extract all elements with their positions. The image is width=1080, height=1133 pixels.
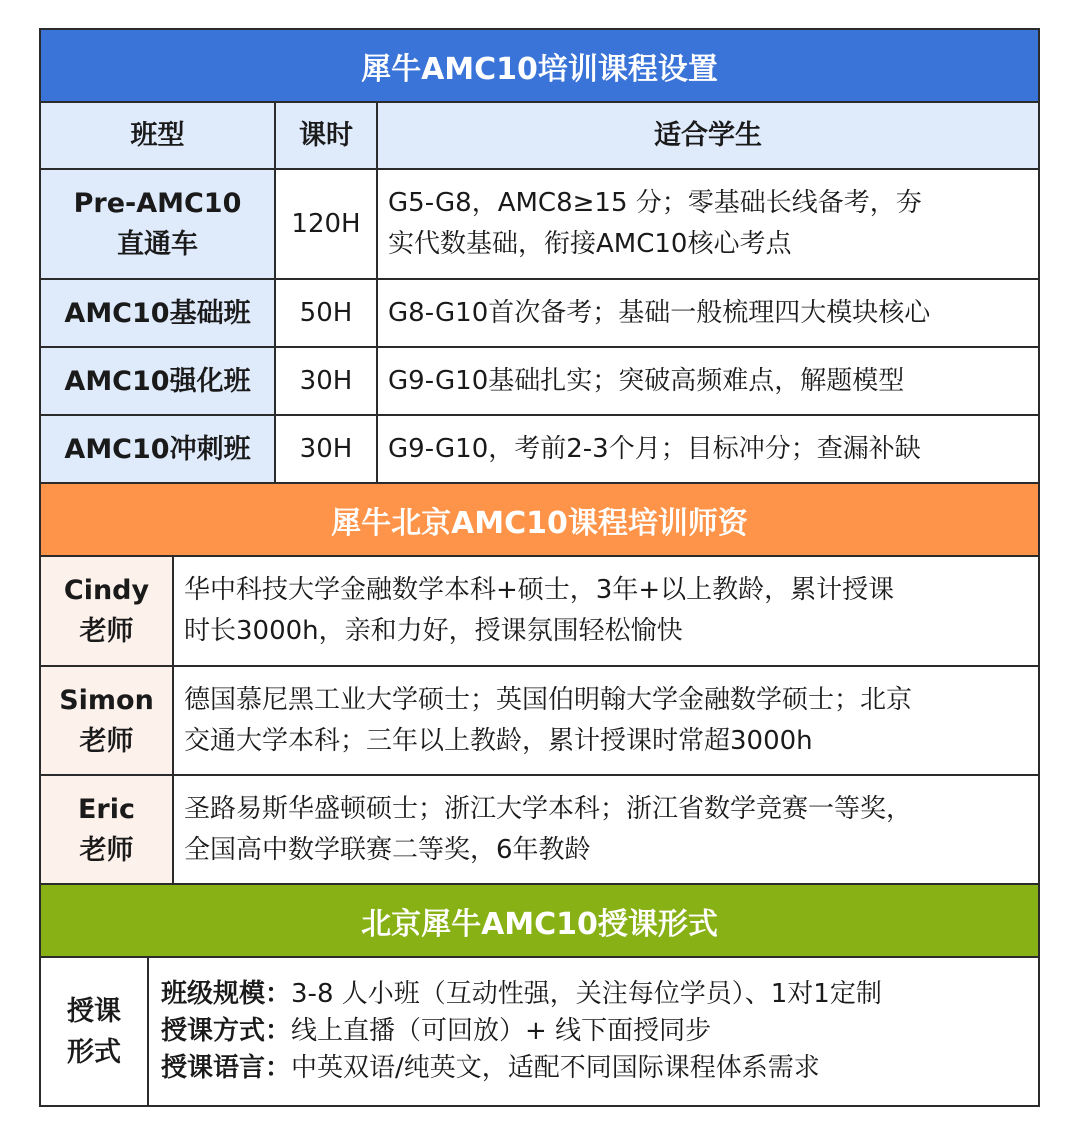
format-item-key: 班级规模：: [161, 979, 292, 1009]
teacher-bio-line2: 全国高中数学联赛二等奖，6年教龄: [184, 834, 591, 865]
header-hours: 课时: [276, 103, 378, 170]
format-section-title: 北京犀牛AMC10授课形式: [41, 885, 1038, 958]
teacher-bio-cell: [174, 557, 1038, 667]
format-label-line2: 形式: [67, 1036, 121, 1068]
hours-cell: 50H: [276, 280, 378, 348]
header-class-type: 班型: [41, 103, 276, 170]
teacher-name-cell: [41, 776, 174, 885]
target-cell: G9-G10，考前2-3个月；目标冲分；查漏补缺: [378, 416, 1038, 484]
teacher-bio-line1: 华中科技大学金融数学本科+硕士，3年+以上教龄，累计授课: [184, 575, 895, 605]
teacher-bio-line2: 交通大学本科；三年以上教龄，累计授课时常超3000h: [184, 725, 813, 756]
format-item-language: [161, 1050, 820, 1087]
format-item-value: 3-8 人小班（互动性强，关注每位学员）、1对1定制: [291, 979, 882, 1009]
class-type-line2: 直通车: [117, 229, 198, 260]
teacher-bio-cell: [174, 776, 1038, 885]
header-target: 适合学生: [378, 103, 1038, 170]
courses-section-title: 犀牛AMC10培训课程设置: [41, 30, 1038, 103]
teacher-bio-line1: 德国慕尼黑工业大学硕士；英国伯明翰大学金融数学硕士；北京: [184, 684, 913, 715]
teacher-name-cell: [41, 557, 174, 667]
format-item-value: 线上直播（可回放）+ 线下面授同步: [291, 1016, 712, 1046]
teacher-title: 老师: [79, 834, 134, 866]
format-item-class-size: [161, 976, 882, 1013]
format-details-cell: [149, 958, 1038, 1105]
target-line1: G5-G8，AMC8≥15 分；零基础长线备考，夯: [388, 188, 922, 218]
target-cell: G8-G10首次备考；基础一般梳理四大模块核心: [378, 280, 1038, 348]
format-label-line1: 授课: [67, 995, 121, 1027]
class-type-cell: AMC10冲刺班: [41, 416, 276, 484]
hours-cell: 30H: [276, 348, 378, 416]
class-type-cell: AMC10强化班: [41, 348, 276, 416]
target-line2: 实代数基础，衔接AMC10核心考点: [388, 229, 792, 259]
class-type-line1: Pre-AMC10: [73, 188, 242, 219]
teacher-bio-cell: [174, 667, 1038, 776]
format-item-value: 中英双语/纯英文，适配不同国际课程体系需求: [291, 1053, 820, 1083]
class-type-cell: AMC10基础班: [41, 280, 276, 348]
format-item-key: 授课语言：: [161, 1053, 292, 1083]
format-item-key: 授课方式：: [161, 1016, 292, 1046]
format-item-teaching-mode: [161, 1013, 711, 1050]
teachers-section-title: 犀牛北京AMC10课程培训师资: [41, 484, 1038, 557]
hours-cell: 30H: [276, 416, 378, 484]
teacher-name: Simon: [59, 684, 154, 716]
teacher-bio-line2: 时长3000h，亲和力好，授课氛围轻松愉快: [184, 616, 683, 646]
teacher-title: 老师: [79, 616, 134, 647]
teacher-bio-line1: 圣路易斯华盛顿硕士；浙江大学本科；浙江省数学竞赛一等奖，: [184, 793, 913, 824]
target-cell: [378, 170, 1038, 280]
teacher-name: Cindy: [63, 575, 150, 606]
teacher-name: Eric: [77, 793, 136, 825]
class-type-cell: [41, 170, 276, 280]
hours-cell: 120H: [276, 170, 378, 280]
teacher-name-cell: [41, 667, 174, 776]
teacher-title: 老师: [79, 725, 134, 757]
course-info-table: [39, 28, 1040, 1107]
format-label-cell: [41, 958, 149, 1105]
target-cell: G9-G10基础扎实；突破高频难点，解题模型: [378, 348, 1038, 416]
